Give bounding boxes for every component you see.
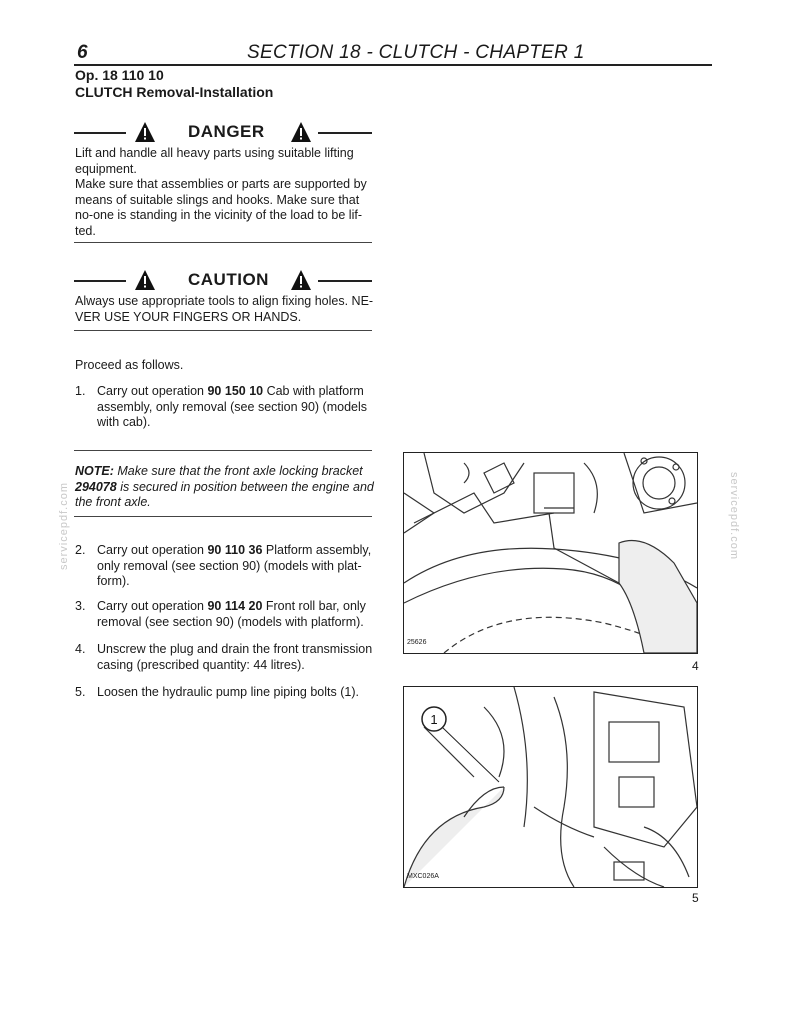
danger-rule xyxy=(74,242,372,243)
operation-code: Op. 18 110 10 xyxy=(75,67,164,83)
step-item: 2. Carry out operation 90 110 36 Platform assembly, only removal (see section 90) (models with plat- form). xyxy=(75,543,372,588)
note-bottom-rule xyxy=(74,516,372,517)
caution-heading xyxy=(74,269,372,291)
figure-5-callout: 1 xyxy=(430,712,438,727)
figure-5-image xyxy=(403,686,698,888)
step-item: 3. Carry out operation 90 114 20 Front roll bar, only removal (see section 90) (models with platform). xyxy=(75,599,366,629)
page-number: 6 xyxy=(77,42,88,63)
caution-label: CAUTION xyxy=(188,270,269,289)
note-top-rule xyxy=(74,450,372,451)
step-item: 5. Loosen the hydraulic pump line piping bolts (1). xyxy=(75,685,359,699)
warning-triangle-icon xyxy=(134,269,156,291)
watermark-left: servicepdf.com xyxy=(57,482,70,570)
figure-5-number: 5 xyxy=(692,891,699,905)
warning-triangle-icon xyxy=(290,121,312,143)
warning-triangle-icon xyxy=(290,269,312,291)
clutch-wrench-illustration xyxy=(404,453,697,653)
danger-text: Lift and handle all heavy parts using suitable lifting equipment. Make sure that assemblies or parts are supported by means of suitable slings and hooks. Make sure that no-one is standing in the vicinity of the load to be lif- ted. xyxy=(75,146,367,238)
step-item: 4. Unscrew the plug and drain the front transmission casing (prescribed quantity: 44 litres). xyxy=(75,642,373,672)
figure-4-image xyxy=(403,452,698,654)
danger-heading xyxy=(74,121,372,143)
note-text: NOTE: Make sure that the front axle locking bracket 294078 is secured in position between the engine and the front axle. xyxy=(75,464,374,509)
caution-rule xyxy=(74,330,372,331)
figure-4-ref: 25626 xyxy=(407,639,427,646)
caution-text: Always use appropriate tools to align fixing holes. NE- VER USE YOUR FINGERS OR HANDS. xyxy=(75,294,374,324)
step-item: 1. Carry out operation 90 150 10 Cab with platform assembly, only removal (see section 90) (models with cab). xyxy=(75,384,368,429)
figure-5-ref: MXC026A xyxy=(407,873,439,880)
section-title: SECTION 18 - CLUTCH - CHAPTER 1 xyxy=(247,42,585,63)
hydraulic-pump-illustration xyxy=(404,687,697,887)
intro-text: Proceed as follows. xyxy=(75,358,184,372)
header-rule xyxy=(74,64,712,66)
figure-4-number: 4 xyxy=(692,659,699,673)
operation-title: CLUTCH Removal-Installation xyxy=(75,84,274,100)
watermark-right: servicepdf.com xyxy=(727,472,740,560)
danger-label: DANGER xyxy=(188,122,265,141)
warning-triangle-icon xyxy=(134,121,156,143)
